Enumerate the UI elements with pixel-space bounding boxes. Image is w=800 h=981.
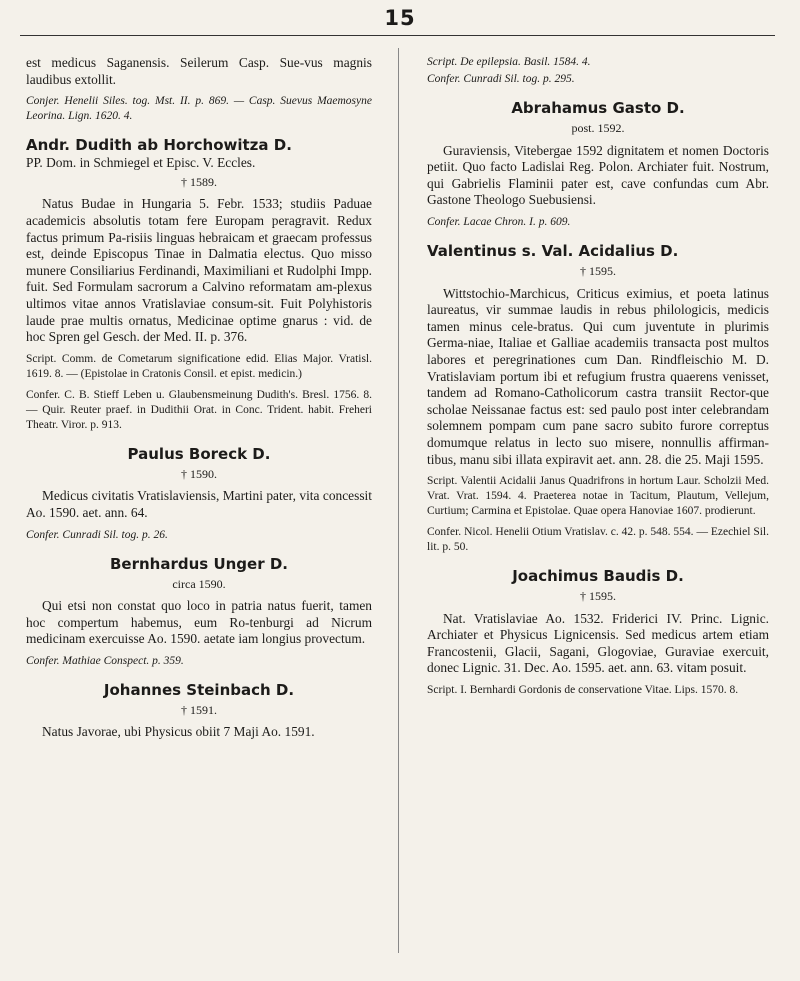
entry-script-acidalius: Script. Valentii Acidalii Janus Quadrifrons in hortum Laur. Scholzii Med. Vrat. Vrat. 1594. 4. Praeterea notae in Tacitum, Plautum, Vellejum, Curtium; Carmina et Epistolae. Quae opera Hanoviae 1607. prodierunt. xyxy=(427,475,769,518)
top-confer-reference: Confer. Cunradi Sil. tog. p. 295. xyxy=(427,73,575,85)
entry-date-unger: circa 1590. xyxy=(172,576,226,591)
entry-heading-steinbach: Johannes Steinbach D. xyxy=(103,680,295,699)
entry-heading-gasto: Abrahamus Gasto D. xyxy=(511,99,685,117)
entry-script-baudis: Script. I. Bernhardi Gordonis de conservatione Vitae. Lips. 1570. 8. xyxy=(427,684,739,697)
header-rule xyxy=(20,35,775,36)
entry-text-baudis: Nat. Vratislaviae Ao. 1532. Friderici IV. Princ. Lignic. Archiater et Physicus Lignicensis. Sed medicus artem etiam Francostenii, Glacii, Sagani, Glogoviae, Guraviae exercuit, donec Lignic. 31. Dec. Ao. 1595. aet. ann. 63. vitam posuit. xyxy=(427,610,769,676)
entry-confer-dudith: Confer. C. B. Stieff Leben u. Glaubensmeinung Dudith's. Bresl. 1756. 8. — Quir. Reuter praef. in Dudithii Orat. in Conc. Trident. habit. Freheri Theatr. Viror. p. 913. xyxy=(26,388,372,431)
page-number: 15 xyxy=(384,6,416,30)
entry-text-boreck: Medicus civitatis Vratislaviensis, Martini pater, vita concessit Ao. 1590. aet. ann. 64. xyxy=(26,488,372,520)
entry-confer-acidalius: Confer. Nicol. Henelii Otium Vratislav. c. 42. p. 548. 554. — Ezechiel Sil. lit. p. 50. xyxy=(427,526,769,554)
entry-date-acidalius: † 1595. xyxy=(580,263,616,278)
entry-subheading-dudith: PP. Dom. in Schmiegel et Episc. V. Eccles. xyxy=(26,155,256,171)
entry-heading-baudis: Joachimus Baudis D. xyxy=(512,567,684,586)
intro-paragraph: est medicus Saganensis. Seilerum Casp. Sue-vus magnis laudibus extollit. xyxy=(26,55,372,87)
column-divider xyxy=(398,48,399,953)
entry-date-boreck: † 1590. xyxy=(181,466,217,481)
entry-date-steinbach: † 1591. xyxy=(181,702,217,717)
entry-date-baudis: † 1595. xyxy=(580,589,616,604)
left-column xyxy=(26,55,372,741)
entry-confer-unger: Confer. Mathiae Conspect. p. 359. xyxy=(26,654,184,667)
top-script-reference: Script. De epilepsia. Basil. 1584. 4. xyxy=(427,56,591,68)
entry-confer-gasto: Confer. Lacae Chron. I. p. 609. xyxy=(427,215,571,228)
entry-heading-dudith: Andr. Dudith ab Horchowitza D. xyxy=(26,136,292,155)
entry-heading-acidalius: Valentinus s. Val. Acidalius D. xyxy=(427,241,679,260)
entry-script-dudith: Script. Comm. de Cometarum significatione edid. Elias Major. Vratisl. 1619. 8. — (Epistolae in Cratonis Consil. et epist. medicin.) xyxy=(26,352,372,380)
entry-confer-boreck: Confer. Cunradi Sil. tog. p. 26. xyxy=(26,528,168,541)
right-column xyxy=(427,55,769,700)
entry-date-dudith: † 1589. xyxy=(181,174,217,189)
entry-heading-boreck: Paulus Boreck D. xyxy=(127,444,271,463)
entry-text-steinbach: Natus Javorae, ubi Physicus obiit 7 Maji Ao. 1591. xyxy=(42,724,315,740)
entry-text-acidalius: Wittstochio-Marchicus, Criticus eximius, et poeta latinus laureatus, vir summae laudis in rebus philologicis, medicis tamen minus cele-bratus. Qui cum juventute in plurimis Germa-niae, Italiae et Galliae academiis transacta post multos labores et peregrinationes cum Dan. Rindfleischio M. D. Vratislaviam portum ibi et refugium frustra quaerens venisset, tandem ad Romano-Catholicorum castra transiit Rector-que scholae Neissanae factus est: sed paulo post inter celebrandam solemnem pompam cum pane sacro subito furore correptus domumque relatus in lecto suo misere, nonnullis affirman-tibus, manu sibi illata expiravit aet. ann. 28. die 25. Maji 1595. xyxy=(427,285,769,467)
intro-reference: Conjer. Henelii Siles. tog. Mst. II. p. 869. — Casp. Suevus Maemosyne Leorina. Lign. 1620. 4. xyxy=(26,95,372,123)
entry-date-gasto: post. 1592. xyxy=(571,121,625,135)
entry-text-unger: Qui etsi non constat quo loco in patria natus fuerit, tamen hoc compertum habemus, eum Ro-tenburgi ad Nicrum medicinam exercuisse Ao. 1590. aetate iam longius provectum. xyxy=(26,598,372,647)
entry-text-dudith: Natus Budae in Hungaria 5. Febr. 1533; studiis Paduae academicis absolutis totam fere Europam peragravit. Redux factus primum Pa-risiis linguas hebraicam et graecam professus est, deinde Episcopus Tinae in Dalmatia electus. Quo misso munere Consiliarius Ferdinandi, Maximiliani et Rudolphi Impp. fuit. Sed Formulam sacrorum a Calvino reformatam am-plexus ultimos vitae annos Vratislaviae consum-sit. Fuit Polyhistoris laude prae multis ornatus, Medicinae optime gnarus : vid. de hoc Spren gel Gesch. der Med. II. p. 376. xyxy=(26,196,372,345)
entry-heading-unger: Bernhardus Unger D. xyxy=(110,554,288,573)
entry-text-gasto: Guraviensis, Vitebergae 1592 dignitatem et nomen Doctoris petiit. Quo facto Ladislai Reg. Polon. Archiater fuit. Nostrum, qui Gabrielis Flaminii pater est, cave confundas cum Abr. Gastone Theologo Suebusiensi. xyxy=(427,142,769,208)
